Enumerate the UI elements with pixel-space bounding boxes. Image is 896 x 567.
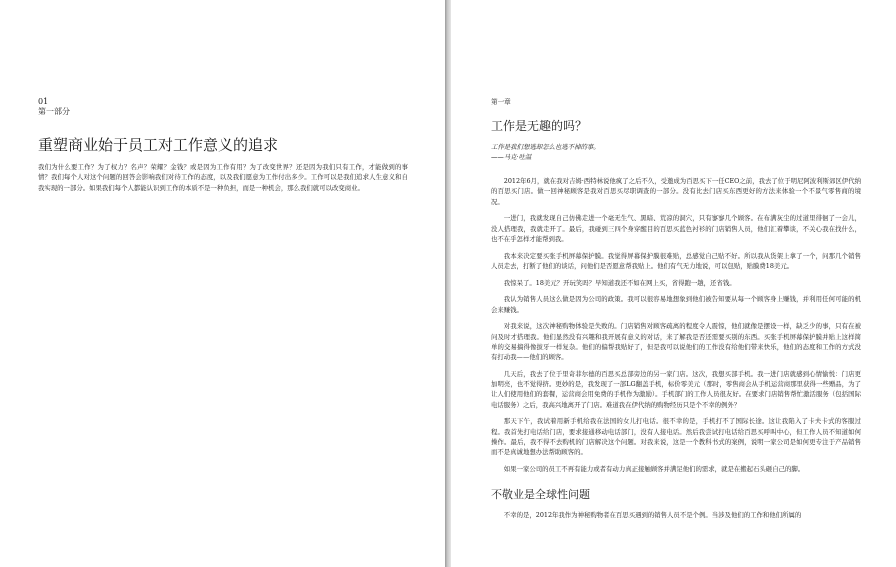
body-paragraph: 一进门，我就发现自己仿佛走进一个毫无生气、黑暗、荒凉的洞穴，只有寥寥几个顾客。在布满灰尘的过道里徘徊了一会儿，没人搭理我，我就走开了。最后，我碰到三四个身穿醒目的百思买蓝色衬衫的门店销售人员，他们汇着攀谈，不关心我在找什么，也不在乎怎样才能帮到我。 [491,214,861,243]
epigraph-quote: 工作是我们想逃却怎么也逃不掉的事。 [491,143,600,151]
epigraph-author: ——马克·吐温 [491,153,532,161]
body-paragraph: 我惊呆了。18美元？开玩笑吗？早知道我还不如在网上买，省得跑一趟，还省钱。 [503,278,736,287]
right-page [451,0,896,567]
body-paragraph: 那天下午，我试着用新手机给我在法国的女儿打电话。很不幸的是，手机打不了国际长途。这让我陷入了卡夫卡式的客服过程。我首先打电话给门店，要求接通移动电话部门，没有人接电话。然后我尝试打电话给百思买呼叫中心，但工作人员不知道如何操作。最后，我不得不去购机的门店解决这个问题。对我来说，这是一个教科书式的案例，说明一家公司是如何更专注于产品销售而不是真诚地想办法帮助顾客的。 [491,417,861,457]
chapter-label: 第一章 [491,98,511,106]
section-paragraph: 不幸的是，2012年我作为神秘购物者在百思买遇到的销售人员不是个例。当涉及他们的工作和他们所属的 [503,511,802,520]
epigraph [491,142,861,162]
body-paragraph: 如果一家公司的员工不再有能力或者有动力真正接触顾客并满足他们的需求，就是在搬起石头砸自己的脚。 [503,464,805,473]
body-paragraph: 对我来说，这次神秘购物体验是失败的。门店销售对顾客疏离的程度令人震惊，他们就像是摆设一样，缺乏少的事，只有在被问及时才搭理我。他们显然没有兴趣和我开展有意义的对话，来了解我是否还需要买别的东西。买张手机屏幕保护膜并贴上这样简单的交易搞得像拔牙一样复杂。他们的偏帮我贴好了，但是我可以说他们的工作没有给他们带来快乐，他们的态度和工作的方式没有打动我——他们的顾客。 [491,322,861,362]
left-page [0,0,445,567]
chapter-body [491,176,861,527]
chapter-title: 工作是无趣的吗？ [491,119,588,133]
body-paragraph: 我认为销售人员这么做是因为公司的政策。我可以很容易地想象到他们被告知要从每一个顾客身上赚钱，并利用任何可能的机会来赚钱。 [491,295,861,314]
part-label: 第一部分 [38,107,70,116]
section-title: 不敬业是全球性问题 [491,488,590,502]
part-title: 重塑商业始于员工对工作意义的追求 [38,136,279,154]
body-paragraph: 几天后，我去了位于里奇菲尔德的百思买总部旁边的另一家门店。这次，我想买部手机。我一进门店就感到心情愉悦：门店更加明亮，也不觉得挤。更妙的是，我发现了一部LG翻盖手机，标价零美元（那时，零售商会从手机运营商那里获得一些赠品，为了让人们使用他们的套餐，运营商会用免费的手机作为激励）。手机部门的工作人员很友好。在要求门店销售帮忙激活服务（包括国际电话服务）之后，我高兴地离开了门店。难道我在伊代纳的购物经历只是个不幸的例外？ [491,369,861,409]
body-paragraph: 我本来决定要买张手机屏幕保护膜。我觉得屏幕保护膜很难贴，总感觉自己贴不好。所以我从货架上拿了一个，问那几个销售人员走去，打断了他们的谈话，问他们是否愿意帮我贴上。他们有气无力地说，可以包贴，贴膜费18美元。 [491,251,861,270]
part-intro: 我们为什么要工作？为了权力？名声？荣耀？金钱？或是因为工作有用？为了改变世界？还是因为我们只有工作，才能做到的事情？我们每个人对这个问题的回答会影响我们对待工作的态度，以及我们愿意为工作付出多少。工作可以是我们追求人生意义和自我实现的一部分。如果我们每个人都能认识到工作的本质不是一种负担，而是一种机会，那么我们就可以改变商业。 [38,163,408,192]
body-paragraph: 2012年6月，就在我对吉姆·西特林说他疯了之后不久，受邀成为百思买下一任CEO之前，我去了位于明尼阿波利斯郊区伊代纳的百思买门店。做一回神秘顾客是我对百思买尽职调查的一部分。没有比去门店买东西更好的方法来体验一个不景气零售商的境况。 [491,177,861,206]
part-number: 01 [38,97,49,106]
